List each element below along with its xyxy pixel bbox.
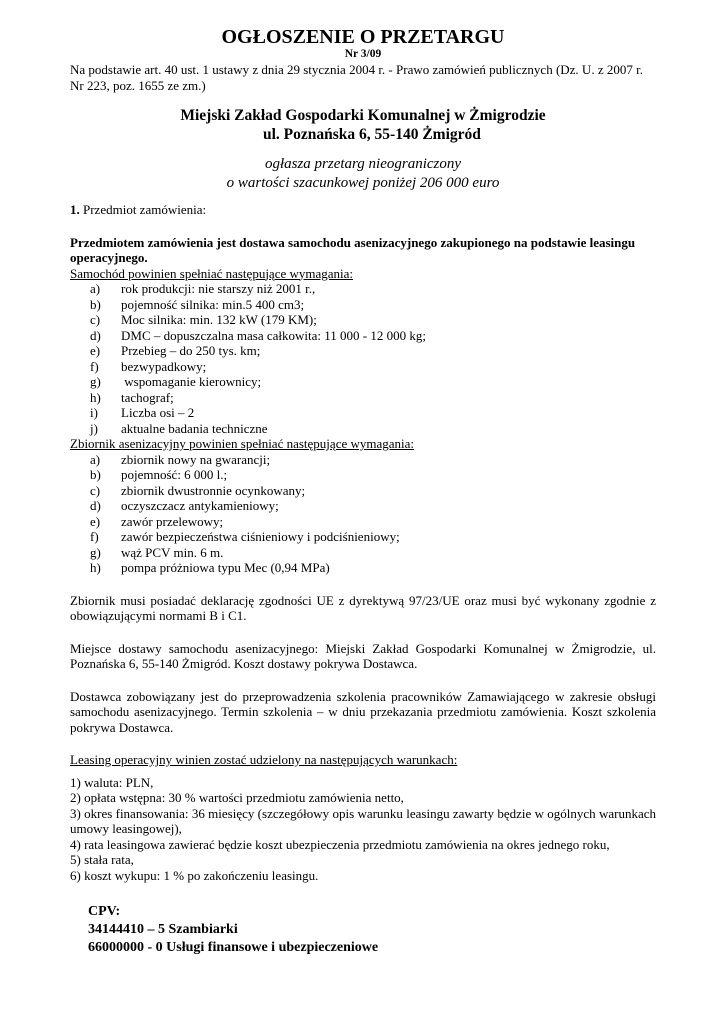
list-item: f) bezwypadkowy; xyxy=(90,358,207,374)
section-heading xyxy=(70,202,656,218)
vehicle-requirements-list xyxy=(70,281,656,436)
list-item: h) pompa próżniowa typu Mec (0,94 MPa) xyxy=(90,560,330,575)
cpv-code: 66000000 - 0 Usługi finansowe i ubezpieczeniowe xyxy=(88,940,379,955)
list-item: f) zawór bezpieczeństwa ciśnieniowy i podciśnieniowy; xyxy=(90,529,400,544)
list-item: 3) okres finansowania: 36 miesięcy (szczegółowy opis warunku leasingu zawarty będzie w ogólnych warunkach umowy leasingowej), xyxy=(70,805,656,836)
tank-requirements-list xyxy=(70,452,656,576)
list-item: d) oczyszczacz antykamieniowy; xyxy=(90,498,279,513)
list-item: a) rok produkcji: nie starszy niż 2001 r., xyxy=(90,281,316,296)
section-title: Przedmiot zamówienia: xyxy=(83,202,207,217)
organization-name: Miejski Zakład Gospodarki Komunalnej w Żmigrodzie xyxy=(180,107,546,124)
document-title: OGŁOSZENIE O PRZETARGU xyxy=(221,26,505,48)
tender-value: o wartości szacunkowej poniżej 206 000 euro xyxy=(226,175,500,191)
list-item: j) aktualne badania techniczne xyxy=(90,420,268,436)
list-item: b) pojemność silnika: min.5 400 cm3; xyxy=(90,296,305,312)
list-item: d) DMC – dopuszczalna masa całkowita: 11 000 - 12 000 kg; xyxy=(90,327,426,343)
legal-basis: Na podstawie art. 40 ust. 1 ustawy z dnia 29 stycznia 2004 r. - Prawo zamówień publicznych (Dz. U. z 2007 r. Nr 223, poz. 1655 ze zm.) xyxy=(70,62,643,93)
section-number: 1. xyxy=(70,202,80,217)
list-item: e) Przebieg – do 250 tys. km; xyxy=(90,343,261,358)
training-requirement: Dostawca zobowiązany jest do przeprowadzenia szkolenia pracowników Zamawiającego w zakresie obsługi samochodu asenizacyjnego. Termin szkolenia – w dniu przekazania przedmiotu zamówienia. Koszt szkolenia pokrywa Dostawca. xyxy=(70,688,656,735)
list-item: b) pojemność: 6 000 l.; xyxy=(90,467,228,482)
list-item: 5) stała rata, xyxy=(70,852,134,867)
delivery-place: Miejsce dostawy samochodu asenizacyjnego: Miejski Zakład Gospodarki Komunalnej w Żmigrodzie, ul. Poznańska 6, 55-140 Żmigród. Koszt dostawy pokrywa Dostawca. xyxy=(70,640,656,671)
list-item: 4) rata leasingowa zawierać będzie koszt ubezpieczenia przedmiotu zamówienia na okres jednego roku, xyxy=(70,836,610,852)
cpv-block xyxy=(70,903,656,957)
list-item: g) wspomaganie kierownicy; xyxy=(90,374,262,389)
leasing-terms-list xyxy=(70,775,656,884)
list-item: g) wąż PCV min. 6 m. xyxy=(90,544,224,560)
cpv-label: CPV: xyxy=(88,904,121,919)
list-item: h) tachograf; xyxy=(90,389,174,405)
list-item: i) Liczba osi – 2 xyxy=(90,405,195,420)
leasing-terms-title: Leasing operacyjny winien zostać udzielony na następujących warunkach: xyxy=(70,752,458,767)
list-item: 6) koszt wykupu: 1 % po zakończeniu leasingu. xyxy=(70,867,319,883)
list-item: c) zbiornik dwustronnie ocynkowany; xyxy=(90,482,306,498)
list-item: 1) waluta: PLN, xyxy=(70,774,154,790)
tender-type: ogłasza przetarg nieograniczony xyxy=(264,156,462,172)
list-item: 2) opłata wstępna: 30 % wartości przedmiotu zamówienia netto, xyxy=(70,790,404,805)
conformity-declaration: Zbiornik musi posiadać deklarację zgodności UE z dyrektywą 97/23/UE oraz musi być wykonany zgodnie z obowiązującymi normami B i C1. xyxy=(70,592,656,623)
tank-requirements-title: Zbiornik asenizacyjny powinien spełniać następujące wymagania: xyxy=(70,436,415,451)
document-page xyxy=(70,26,656,957)
cpv-code: 34144410 – 5 Szambiarki xyxy=(88,922,238,937)
announcement-number: Nr 3/09 xyxy=(344,48,382,60)
organization-address: ul. Poznańska 6, 55-140 Żmigród xyxy=(263,126,481,143)
order-subject: Przedmiotem zamówienia jest dostawa samochodu asenizacyjnego zakupionego na podstawie leasingu operacyjnego. xyxy=(70,234,636,265)
vehicle-requirements-title: Samochód powinien spełniać następujące wymagania: xyxy=(70,265,354,281)
list-item: c) Moc silnika: min. 132 kW (179 KM); xyxy=(90,312,317,327)
list-item: a) zbiornik nowy na gwarancji; xyxy=(90,451,271,467)
list-item: e) zawór przelewowy; xyxy=(90,513,224,529)
